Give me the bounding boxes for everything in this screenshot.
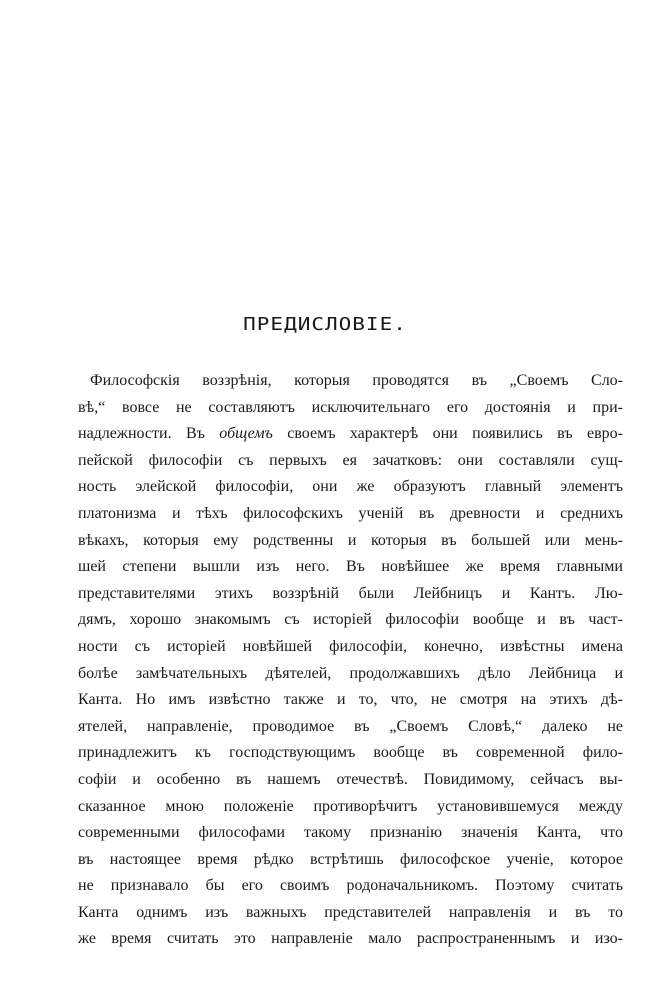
italic-emphasis: общемъ xyxy=(219,425,273,443)
text-line: въ настоящее время рѣдко встрѣтишь философское ученіе, которое xyxy=(78,850,623,868)
text-line: пейской философіи съ первыхъ ея зачатковъ: они составляли сущ- xyxy=(78,451,623,469)
text-line: софіи и особенно въ нашемъ отечествѣ. Повидимому, сейчасъ вы- xyxy=(78,770,623,788)
text-line: принадлежитъ къ господствующимъ вообще въ современной фило- xyxy=(78,744,623,762)
text-line: вѣ,“ вовсе не составляютъ исключительнаго его достоянія и при- xyxy=(78,398,623,416)
text-line: не признавало бы его своимъ родоначальникомъ. Поэтому считать xyxy=(78,877,623,895)
text-line: вѣкахъ, которыя ему родственны и которыя въ большей или мень- xyxy=(78,531,623,549)
text-line: ятелей, направленіе, проводимое въ „Своемъ Словѣ,“ далеко не xyxy=(78,717,623,735)
text-line: шей степени вышли изъ него. Въ новѣйшее же время главными xyxy=(78,558,623,576)
text-line: платонизма и тѣхъ философскихъ ученій въ древности и среднихъ xyxy=(78,504,623,522)
text-line: Канта. Но имъ извѣстно также и то, что, не смотря на этихъ дѣ- xyxy=(78,691,623,709)
text-line: современными философами такому признанію значенія Канта, что xyxy=(78,824,623,842)
text-segment: своемъ характерѣ они появились въ евро- xyxy=(272,425,623,443)
text-line: дямъ, хорошо знакомымъ съ исторіей философіи вообще и въ част- xyxy=(78,611,623,629)
text-line: Канта однимъ изъ важныхъ представителей направленія и въ то xyxy=(78,903,623,921)
text-line: Философскія воззрѣнія, которыя проводятся въ „Своемъ Сло- xyxy=(90,372,623,389)
text-segment: надлежности. Въ xyxy=(78,425,220,443)
preface-text xyxy=(78,368,623,953)
text-line: сказанное мною положеніе противорѣчитъ установившемуся между xyxy=(78,797,623,815)
text-line: же время считать это направленіе мало распространеннымъ и изо- xyxy=(78,930,623,948)
text-line: представителями этихъ воззрѣній были Лейбницъ и Кантъ. Лю- xyxy=(78,584,623,602)
text-line xyxy=(78,421,623,448)
text-line: ности съ исторіей новѣйшей философіи, конечно, извѣстны имена xyxy=(78,637,623,655)
text-line: болѣе замѣчательныхъ дѣятелей, продолжавшихъ дѣло Лейбница и xyxy=(78,664,623,682)
text-line: ность элейской философіи, они же образуютъ главный элементъ xyxy=(78,478,623,496)
page-title: ПРЕДИСЛОВІЕ. xyxy=(243,313,407,335)
